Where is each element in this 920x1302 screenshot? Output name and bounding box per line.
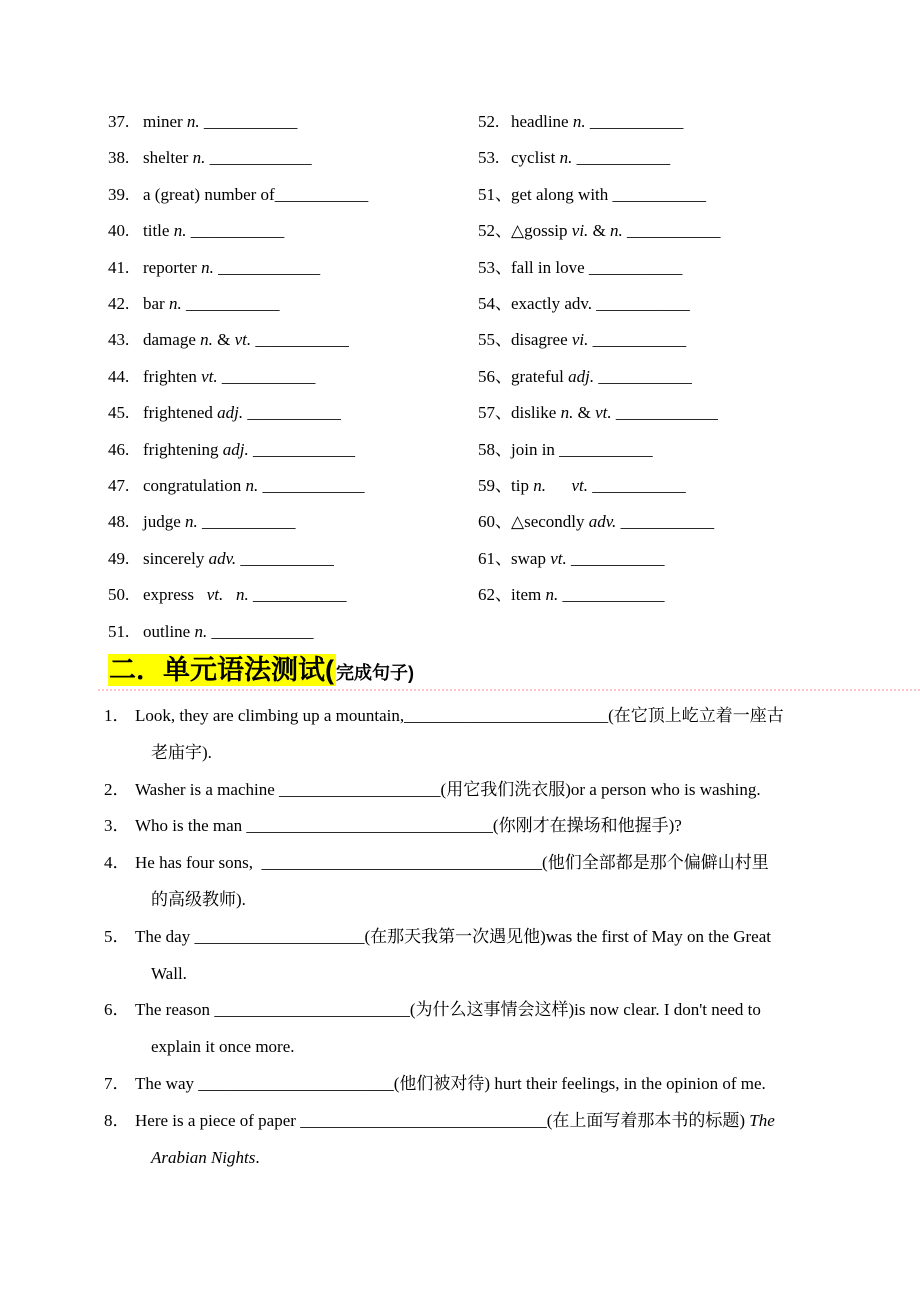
sentence-continuation-line [104, 956, 920, 993]
vocab-item-number: 39. [108, 184, 130, 204]
vocab-item [108, 213, 478, 249]
text-segment: get along with [511, 184, 613, 204]
answer-blank: ___________ [559, 439, 653, 459]
text-segment: dislike [511, 403, 561, 423]
vocab-item [478, 104, 920, 140]
answer-blank: ___________ [255, 330, 349, 350]
text-segment [546, 476, 572, 495]
vocab-item-number: 58、 [478, 439, 512, 459]
vocab-item-number: 52. [478, 112, 500, 131]
vocab-item-number: 52、 [478, 221, 512, 241]
vocab-item [478, 286, 920, 322]
sentence-continuation-line [104, 735, 920, 772]
answer-blank: ___________ [592, 330, 687, 350]
vocab-item-number: 48. [108, 512, 130, 532]
vocab-item-number: 51、 [478, 184, 512, 204]
vocab-item-number: 45. [108, 403, 130, 423]
sentence-number: 7． [104, 1074, 130, 1094]
vocab-item [108, 359, 478, 395]
vocab-item-number: 40. [108, 221, 130, 241]
vocab-item [478, 359, 920, 395]
vocab-item [108, 614, 478, 650]
vocab-item-number: 38. [108, 148, 130, 168]
section-header [0, 650, 920, 690]
sentence-line [104, 919, 920, 956]
vocab-item [108, 322, 478, 358]
text-segment: (在它顶上屹立着一座古 [608, 706, 784, 726]
text-segment: vt. [571, 476, 588, 496]
sentence-line [104, 808, 920, 845]
text-segment: n. [560, 403, 574, 423]
sentence-line [104, 772, 920, 809]
vocab-item-number: 47. [108, 476, 130, 496]
answer-blank: ____________ [211, 621, 314, 641]
vocab-item [478, 140, 920, 176]
text-segment: exactly adv. [511, 294, 597, 314]
text-segment: (他们被对待) hurt their feelings, in the opinion of me. [393, 1074, 766, 1094]
vocab-item-number: 57、 [478, 403, 512, 423]
vocab-item [478, 322, 920, 358]
text-segment: The reason [135, 1000, 215, 1020]
text-segment: (用它我们洗衣服)or a person who is washing. [440, 779, 761, 799]
text-segment [223, 585, 236, 604]
text-segment: damage [143, 330, 201, 350]
text-segment: △secondly [511, 512, 589, 532]
sentence-line [104, 698, 920, 735]
vocab-item-number: 60、 [478, 512, 512, 532]
text-segment: He has four sons, [135, 853, 262, 873]
text-segment: vi. [571, 330, 589, 350]
text-segment: vt. [201, 366, 218, 386]
section-header-suffix: 完成句子) [336, 663, 414, 684]
text-segment: vt. [550, 548, 567, 568]
answer-blank: ___________ [627, 221, 721, 241]
answer-blank: _________________________________ [261, 853, 543, 873]
sentence-number: 8． [104, 1110, 130, 1130]
text-segment: n. [168, 294, 182, 314]
text-segment: n. [186, 112, 200, 131]
vocab-item [108, 177, 478, 213]
text-segment: shelter [143, 148, 193, 168]
text-segment: miner [143, 112, 187, 131]
vocab-item [478, 468, 920, 504]
vocab-item-number: 44. [108, 366, 130, 386]
vocab-item [108, 250, 478, 286]
vocab-item [108, 104, 478, 140]
answer-blank: ___________ [240, 548, 334, 568]
sentence-number: 5． [104, 926, 130, 946]
vocab-item-number: 59、 [478, 476, 512, 496]
dotted-divider [98, 689, 920, 691]
vocab-item-number: 37. [108, 112, 130, 131]
answer-blank: ___________ [612, 184, 707, 204]
text-segment: & [588, 221, 611, 241]
sentence-number: 6． [104, 1000, 130, 1020]
text-segment: n. [610, 221, 623, 241]
answer-blank: ___________ [598, 366, 692, 386]
text-segment: n. [194, 621, 208, 641]
sentence-number: 4． [104, 853, 130, 873]
answer-blank: _____________________________ [246, 816, 493, 836]
sentence-continuation-line [104, 1140, 920, 1177]
text-segment: adj. [568, 366, 595, 386]
text-segment: vt. [595, 403, 612, 423]
text-segment: The way [135, 1074, 199, 1094]
text-segment: n. [559, 148, 573, 168]
answer-blank: _______________________ [214, 1000, 410, 1020]
vocab-item [108, 432, 478, 468]
text-segment: & [573, 403, 596, 423]
text-segment: n. [192, 148, 206, 168]
sentence-continuation-line [104, 882, 920, 919]
sentence-continuation-line [104, 1029, 920, 1066]
text-segment: n. [173, 221, 187, 241]
text-segment: reporter [143, 257, 202, 277]
answer-blank: _____________________________ [300, 1110, 547, 1130]
text-segment: Who is the man [135, 816, 247, 836]
text-segment: Here is a piece of paper [135, 1110, 301, 1130]
text-segment: title [143, 221, 174, 241]
text-segment: Arabian Nights [151, 1147, 256, 1167]
answer-blank: ___________ [620, 512, 715, 532]
answer-blank: ___________ [588, 257, 683, 277]
text-segment: vt. [206, 585, 224, 605]
text-segment: congratulation [143, 476, 246, 496]
sentence-number: 3． [104, 816, 130, 836]
text-segment: n. [185, 512, 198, 532]
text-segment: The day [135, 926, 195, 946]
sentence-number: 2． [104, 779, 130, 799]
text-segment: vi. [571, 221, 589, 241]
answer-blank: ___________ [274, 184, 369, 204]
text-segment: n. [200, 330, 213, 350]
vocab-item [108, 468, 478, 504]
vocab-item [478, 213, 920, 249]
text-segment: adv. [208, 548, 237, 568]
grammar-sentences-section [0, 690, 920, 1176]
vocab-item-number: 41. [108, 257, 130, 277]
answer-blank: ____________ [562, 585, 665, 605]
vocab-item [478, 541, 920, 577]
answer-blank: ____________ [209, 148, 312, 168]
text-segment: 的高级教师). [151, 890, 246, 910]
vocab-item [108, 577, 478, 613]
answer-blank: ____________ [218, 257, 321, 277]
answer-blank: ___________ [190, 221, 285, 241]
section-header-highlight: 二．单元语法测试( [109, 655, 334, 686]
answer-blank: ___________ [576, 148, 671, 168]
answer-blank: ____________________ [194, 926, 365, 946]
text-segment: adj. [217, 403, 244, 423]
answer-blank: _______________________ [198, 1074, 394, 1094]
vocab-item-number: 56、 [478, 366, 512, 386]
vocab-item-number: 54、 [478, 294, 512, 314]
vocab-column-left [108, 104, 478, 650]
text-segment: . [255, 1147, 260, 1167]
vocab-item [108, 140, 478, 176]
answer-blank: ___________ [589, 112, 684, 131]
sentence-line [104, 992, 920, 1029]
vocab-item-number: 43. [108, 330, 130, 350]
text-segment: n. [545, 585, 559, 605]
answer-blank: ___________________ [279, 779, 441, 799]
vocab-item-number: 50. [108, 585, 130, 605]
vocab-item-number: 53. [478, 148, 500, 168]
vocab-item-number: 49. [108, 548, 130, 568]
text-segment: frightened [143, 403, 218, 423]
text-segment: (在那天我第一次遇见他)was the first of May on the Great [364, 926, 771, 946]
answer-blank: ____________ [262, 476, 365, 496]
vocab-item-number: 51. [108, 621, 130, 641]
text-segment: n. [201, 257, 214, 277]
answer-blank: ___________ [247, 403, 341, 423]
answer-blank: ____________ [253, 439, 356, 459]
sentence-line [104, 1066, 920, 1103]
answer-blank: ________________________ [404, 706, 609, 726]
text-segment: adv. [588, 512, 617, 532]
answer-blank: ___________ [185, 294, 280, 314]
text-segment: n. [245, 476, 259, 496]
text-segment: Look, they are climbing up a mountain, [135, 706, 405, 726]
sentence-line [104, 1103, 920, 1140]
text-segment: disagree [511, 330, 572, 350]
text-segment: a (great) number of [143, 184, 275, 204]
sentence-line [104, 845, 920, 882]
vocab-item-number: 61、 [478, 548, 512, 568]
text-segment: △gossip [511, 221, 572, 241]
answer-blank: ____________ [615, 403, 718, 423]
text-segment: grateful [511, 366, 569, 386]
vocab-item [108, 395, 478, 431]
text-segment: tip [511, 476, 534, 496]
vocab-item [478, 395, 920, 431]
answer-blank: ___________ [202, 512, 296, 532]
text-segment: fall in love [511, 257, 589, 277]
text-segment: swap [511, 548, 551, 568]
vocab-item [478, 432, 920, 468]
vocab-item [108, 504, 478, 540]
text-segment: & [212, 330, 235, 350]
text-segment: adj. [222, 439, 249, 459]
text-segment: join in [511, 439, 560, 459]
text-segment: judge [143, 512, 186, 532]
text-segment: item [511, 585, 546, 605]
vocab-item-number: 42. [108, 294, 130, 314]
vocab-item [478, 177, 920, 213]
text-segment: cyclist [511, 148, 560, 168]
vocab-item-number: 46. [108, 439, 130, 459]
answer-blank: ___________ [592, 476, 686, 496]
text-segment: headline [511, 112, 573, 131]
vocab-section [0, 0, 920, 650]
vocab-item [478, 577, 920, 613]
vocab-item-number: 62、 [478, 585, 512, 605]
text-segment: (你刚才在操场和他握手)? [492, 816, 682, 836]
answer-blank: ___________ [596, 294, 690, 314]
text-segment: (在上面写着那本书的标题) [546, 1110, 750, 1130]
text-segment: n. [572, 112, 586, 131]
text-segment: sincerely [143, 548, 209, 568]
text-segment: n. [533, 476, 546, 496]
text-segment: frighten [143, 366, 202, 386]
text-segment: n. [236, 585, 249, 605]
text-segment: (他们全部都是那个偏僻山村里 [542, 853, 769, 873]
text-segment: outline [143, 621, 195, 641]
vocab-item [478, 250, 920, 286]
vocab-item-number: 55、 [478, 330, 512, 350]
vocab-column-right [478, 104, 920, 650]
text-segment: Washer is a machine [135, 779, 280, 799]
sentence-number: 1． [104, 706, 130, 726]
vocab-item [478, 504, 920, 540]
text-segment: (为什么这事情会这样)is now clear. I don't need to [409, 1000, 761, 1020]
text-segment: The [749, 1110, 775, 1130]
text-segment: Wall. [151, 963, 187, 983]
answer-blank: ___________ [221, 366, 316, 386]
text-segment: explain it once more. [151, 1037, 295, 1057]
text-segment: express [143, 585, 207, 605]
answer-blank: ___________ [203, 112, 298, 131]
vocab-item-number: 53、 [478, 257, 512, 277]
answer-blank: ___________ [570, 548, 665, 568]
answer-blank: ___________ [253, 585, 347, 605]
text-segment: vt. [234, 330, 252, 350]
vocab-item [108, 541, 478, 577]
vocab-item [108, 286, 478, 322]
text-segment: bar [143, 294, 169, 314]
text-segment: frightening [143, 439, 223, 459]
text-segment: 老庙宇). [151, 742, 212, 762]
